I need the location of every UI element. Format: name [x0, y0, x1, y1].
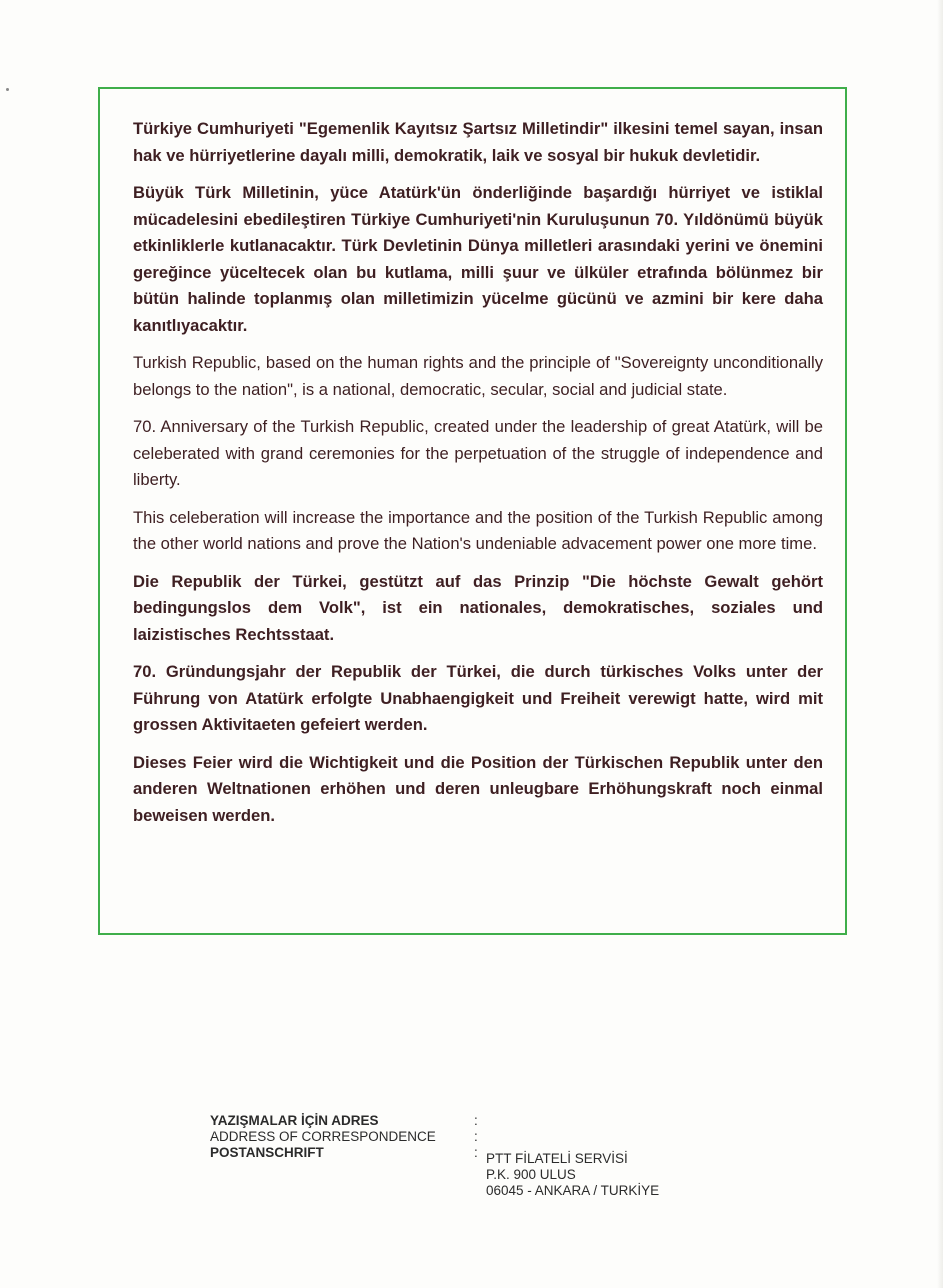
address-label-de: POSTANSCHRIFT — [210, 1145, 324, 1160]
address-colons — [474, 1113, 478, 1161]
paragraph-de-3: Dieses Feier wird die Wichtigkeit und die Position der Türkischen Republik unter den anderen Weltnationen erhöhen und deren unleugbare Erhöhungskraft noch einmal beweisen werden. — [133, 752, 823, 825]
address-label-en: ADDRESS OF CORRESPONDENCE — [210, 1129, 436, 1144]
paragraph-de-1: Die Republik der Türkei, gestützt auf das Prinzip "Die höchste Gewalt gehört bedingungslos dem Volk", ist ein nationales, demokratisches, soziales und laizistisches Rechtsstaat. — [133, 571, 823, 644]
paper-speck — [6, 88, 9, 91]
paragraph-en-3: This celeberation will increase the importance and the position of the Turkish Republic among the other world nations and prove the Nation's undeniable advacement power one more time. — [133, 507, 823, 553]
colon: : — [474, 1129, 478, 1144]
colon: : — [474, 1113, 478, 1128]
paragraph-en-2: 70. Anniversary of the Turkish Republic, created under the leadership of great Atatürk, will be celeberated with grand ceremonies for the perpetuation of the struggle of independence and liberty. — [133, 417, 823, 489]
address-line-1: PTT FİLATELİ SERVİSİ — [486, 1151, 628, 1166]
page-edge — [937, 0, 943, 1288]
address-line-2: P.K. 900 ULUS — [486, 1167, 576, 1182]
address-label-tr: YAZIŞMALAR İÇİN ADRES — [210, 1113, 379, 1128]
paragraph-tr-1: Türkiye Cumhuriyeti "Egemenlik Kayıtsız Şartsız Milletindir" ilkesini temel sayan, insan hak ve hürriyetlerine dayalı milli, demokratik, laik ve sosyal bir hukuk devletidir. — [133, 119, 823, 165]
address-line-3: 06045 - ANKARA / TURKİYE — [486, 1183, 660, 1198]
paragraph-de-2: 70. Gründungsjahr der Republik der Türkei, die durch türkisches Volks unter der Führung von Atatürk erfolgte Unabhaengigkeit und Freiheit verewigt hatte, wird mit grossen Aktivitaeten gefeiert werden. — [133, 662, 823, 734]
paragraph-tr-2: Büyük Türk Milletinin, yüce Atatürk'ün önderliğinde başardığı hürriyet ve istiklal mücadelesini ebedileştiren Türkiye Cumhuriyeti'nin Kuruluşunun 70. Yıldönümü büyük etkinliklerle kutlanacaktır. Türk Devletinin Dünya milletleri arasındaki yerini ve önemini gereğince yüceltecek olan bu kutlama, milli şuur ve ülküler etrafında bölünmez bir bütün halinde toplanmış olan milletimizin yücelme gücünü ve azmini bir kere daha kanıtlıyacaktır. — [133, 183, 823, 335]
paragraph-en-1: Turkish Republic, based on the human rights and the principle of "Sovereignty unconditionally belongs to the nation", is a national, democratic, secular, social and judicial state. — [133, 353, 823, 399]
address-labels — [210, 1113, 436, 1161]
text-block — [133, 116, 823, 840]
colon: : — [474, 1145, 478, 1160]
address-values — [486, 1151, 659, 1199]
